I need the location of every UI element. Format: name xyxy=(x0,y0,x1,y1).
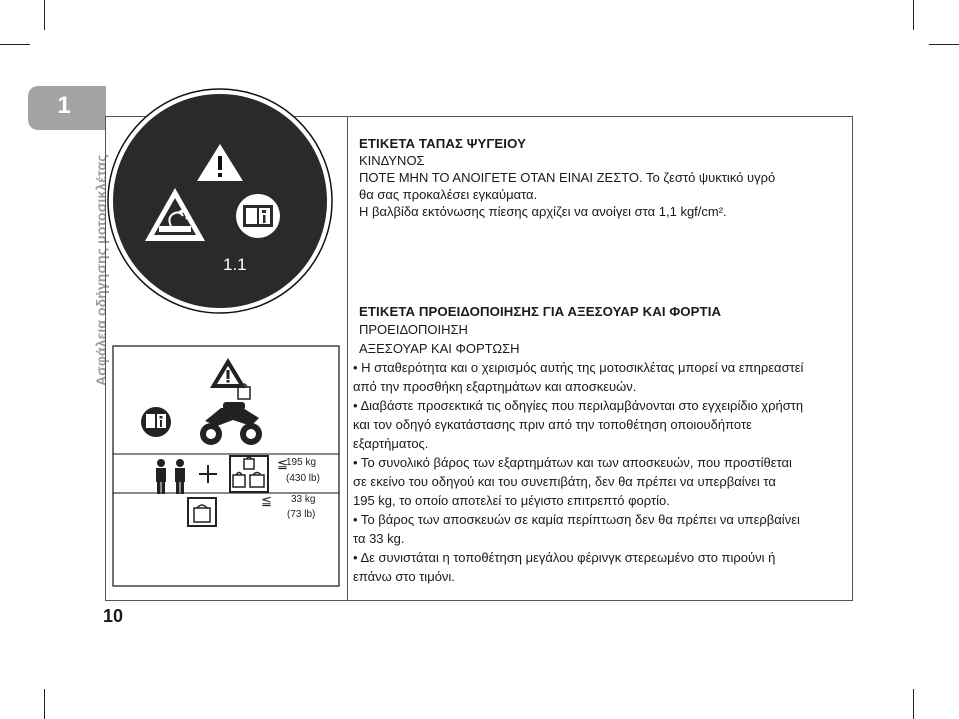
chapter-number: 1 xyxy=(57,92,71,119)
bullet-item: • Δε συνιστάται η τοποθέτηση μεγάλου φέρινγκ στερεωμένο στο πιρούνι ή xyxy=(353,550,776,565)
max-luggage-kg: 33 kg xyxy=(291,494,316,505)
bullet-item: • Η σταθερότητα και ο χειρισμός αυτής της μοτοσικλέτας μπορεί να επηρεαστεί xyxy=(353,360,804,375)
text-line: θα σας προκαλέσει εγκαύματα. xyxy=(359,187,538,202)
bullet-item: από την προσθήκη εξαρτημάτων και αποσκευών. xyxy=(353,379,637,394)
column-divider xyxy=(347,116,348,601)
bullet-item: σε εκείνο του οδηγού και του συνεπιβάτη, δεν θα πρέπει να υπερβαίνει τα xyxy=(353,474,776,489)
bullet-item: εξαρτήματος. xyxy=(353,436,429,451)
crop-mark xyxy=(44,689,45,719)
warning-triangle-icon xyxy=(210,358,246,388)
radiator-cap-label-title: ΕΤΙΚΕΤΑ ΤΑΠΑΣ ΨΥΓΕΙΟΥ xyxy=(359,136,526,151)
bullet-item: • Το βάρος των αποσκευών σε καμία περίπτωση δεν θα πρέπει να υπερβαίνει xyxy=(353,512,800,527)
luggage-weight-icon xyxy=(238,384,250,399)
max-total-lb: (430 lb) xyxy=(286,473,320,484)
luggage-only-weight-icon xyxy=(188,498,216,526)
crop-mark xyxy=(0,44,30,45)
text-line: Η βαλβίδα εκτόνωσης πίεσης αρχίζει να ανοίγει στα 1,1 kgf/cm². xyxy=(359,204,727,219)
page-number: 10 xyxy=(103,606,124,626)
side-title: Ασφάλεια οδήγησης μοτοσικλέτας xyxy=(93,154,109,386)
bullet-item: • Διαβάστε προσεκτικά τις οδηγίες που περιλαμβάνονται στο εγχειρίδιο χρήστη xyxy=(353,398,804,413)
crop-mark xyxy=(929,44,959,45)
max-luggage-lb: (73 lb) xyxy=(287,509,316,520)
max-symbol: ≦ xyxy=(277,456,288,471)
accessories-luggage-weight-icon xyxy=(230,456,268,492)
plus-icon xyxy=(199,465,217,483)
accessories-label-title: ΕΤΙΚΕΤΑ ΠΡΟΕΙΔΟΠΟΙΗΣΗΣ ΓΙΑ ΑΞΕΣΟΥΑΡ ΚΑΙ ΦΟΡΤΙΑ xyxy=(359,304,722,319)
bullet-item: και τον οδηγό εγκατάστασης πριν από την τοποθέτηση οποιουδήποτε xyxy=(353,417,752,432)
label-code: 1.1 xyxy=(223,255,247,274)
max-total-kg: 195 kg xyxy=(286,457,317,468)
image-column xyxy=(105,116,347,601)
motorcycle-icon xyxy=(200,402,262,445)
crop-mark xyxy=(913,689,914,719)
rider-passenger-icon xyxy=(156,459,185,494)
read-manual-icon xyxy=(141,407,171,437)
text-column xyxy=(349,116,852,601)
max-symbol: ≦ xyxy=(261,493,272,508)
bullet-item: τα 33 kg. xyxy=(353,531,405,546)
crop-mark xyxy=(44,0,45,30)
crop-mark xyxy=(913,0,914,30)
accessories-loading-label-image xyxy=(105,116,347,601)
text-line: ΑΞΕΣΟΥΑΡ ΚΑΙ ΦΟΡΤΩΣΗ xyxy=(359,341,520,356)
bullet-item: 195 kg, το οποίο αποτελεί το μέγιστο επιτρεπτό φορτίο. xyxy=(353,493,670,508)
text-line: ΠΟΤΕ ΜΗΝ ΤΟ ΑΝΟΙΓΕΤΕ ΟΤΑΝ ΕΙΝΑΙ ΖΕΣΤΟ. Το ζεστό ψυκτικό υγρό xyxy=(359,170,776,185)
bullet-item: επάνω στο τιμόνι. xyxy=(353,569,455,584)
text-line: ΚΙΝΔΥΝΟΣ xyxy=(359,153,425,168)
text-line: ΠΡΟΕΙΔΟΠΟΙΗΣΗ xyxy=(359,322,468,337)
bullet-item: • Το συνολικό βάρος των εξαρτημάτων και των αποσκευών, που προστίθεται xyxy=(353,455,792,470)
